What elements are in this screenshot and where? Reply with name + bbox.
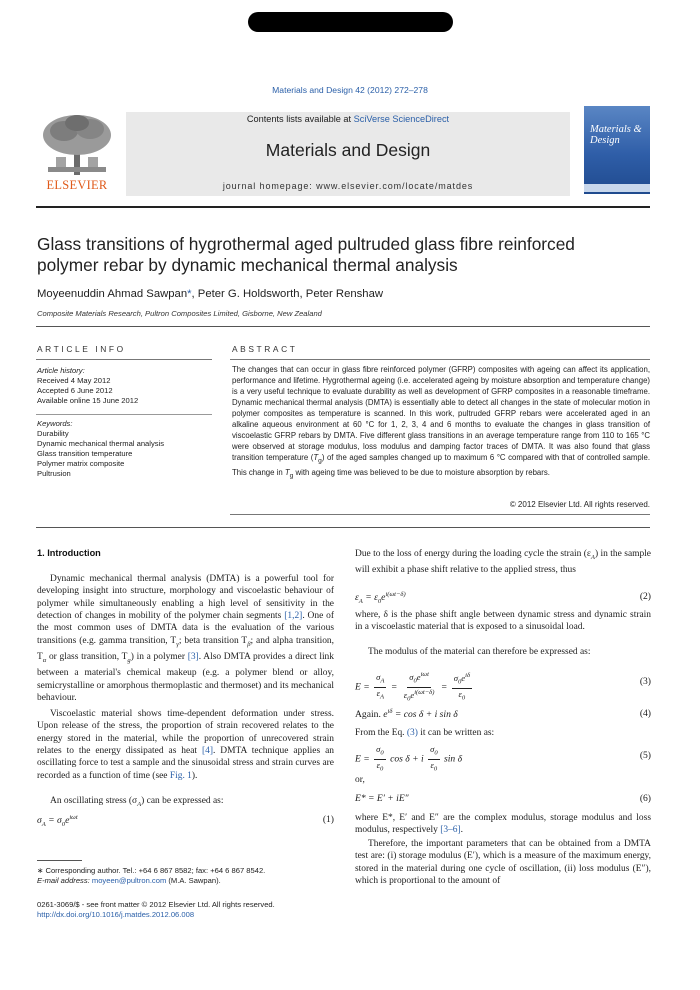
text-span: ; and alpha transition, T	[37, 635, 334, 662]
citation-link[interactable]: [4]	[201, 746, 213, 757]
equation-number: (4)	[639, 708, 651, 719]
sciencedirect-link[interactable]: SciVerse ScienceDirect	[353, 114, 450, 124]
text-span: . DMTA technique applies an oscillating force to test a sample and the sinusoidal stress and strain curves are recorded as a function of time (see	[37, 746, 334, 781]
equation-5	[355, 742, 651, 774]
figure-link[interactable]: Fig. 1	[169, 770, 192, 781]
subscript: A	[137, 800, 142, 808]
email-label: E-mail address:	[37, 876, 92, 885]
author-name: Moyeenuddin Ahmad Sawpan	[37, 288, 188, 300]
text-span: where E*, E′ and E″ are the complex modulus, storage modulus and loss modulus, respectively	[355, 813, 651, 836]
tg-symbol: T	[284, 467, 290, 477]
online-date: Available online 15 June 2012	[37, 396, 139, 405]
keywords-block	[37, 419, 217, 479]
text-span: or glass transition, T	[46, 651, 128, 662]
keyword: Glass transition temperature	[37, 449, 133, 458]
abstract-part: with ageing time was believed to be due to moisture absorption by rebars.	[293, 467, 550, 477]
text-span: Due to the loss of energy during the loading cycle the strain (ε	[355, 549, 591, 559]
front-matter	[37, 900, 337, 920]
keyword: Durability	[37, 429, 69, 438]
equation-number: (1)	[322, 814, 334, 825]
text-span: Dynamic mechanical thermal analysis (DMTA) is a powerful tool for developing insight into structure, morphology and viscoelastic behaviour of polymer while simultaneously enabling a high level of sensitivity in the detection of changes in mobility of the polymer chain segments	[37, 574, 334, 622]
right-paragraph-1	[355, 548, 651, 577]
intro-paragraph-1	[37, 573, 334, 704]
article-info-heading: ARTICLE INFO	[37, 344, 126, 354]
history-label: Article history:	[37, 366, 85, 375]
fraction: $\frac{\sigma_0e^{i\delta}}{\varepsilon_0}$	[453, 671, 471, 702]
equation-body: $\varepsilon_A = \varepsilon_0e^{i(\omega t-\delta)}$	[355, 591, 406, 606]
equation-number: (5)	[639, 750, 651, 761]
section-heading: 1. Introduction	[37, 548, 101, 558]
equation-link[interactable]: (3)	[406, 728, 418, 738]
keywords-rule	[36, 414, 212, 415]
keyword: Polymer matrix composite	[37, 459, 125, 468]
journal-homepage[interactable]: journal homepage: www.elsevier.com/locate/matdes	[222, 181, 474, 191]
citation-link[interactable]: [3]	[187, 651, 199, 662]
abstract-end-rule	[230, 514, 650, 515]
article-title: Glass transitions of hygrothermal aged pultruded glass fibre reinforced polymer rebar by dynamic mechanical thermal analysis	[37, 234, 575, 275]
contents-line	[126, 114, 570, 124]
equation-body: Again. $e^{i\delta} = \cos \delta + i$ sin δ	[355, 708, 458, 721]
cover-title: Materials & Design	[590, 124, 642, 146]
intro-paragraph-2	[37, 708, 334, 782]
equation-number: (2)	[639, 591, 651, 602]
gamma-subscript: γ	[176, 640, 179, 648]
fraction: $\frac{\sigma_0}{\varepsilon_0}$	[376, 744, 384, 773]
equation-3	[355, 666, 651, 702]
footnote	[37, 866, 337, 886]
right-paragraph-5: or,	[355, 775, 365, 785]
text-span: . One of the most common uses of DMTA data is the evaluation of the various transitions (e.g. gamma transition, T	[37, 611, 335, 646]
alpha-subscript: α	[42, 656, 47, 664]
co-authors: , Peter G. Holdsworth, Peter Renshaw	[191, 288, 384, 300]
right-paragraph-2: where, δ is the phase shift angle between dynamic stress and dynamic strain in a viscoelastic material that is exposed to a sinusoidal load.	[355, 610, 651, 633]
text-span: Again.	[355, 709, 384, 721]
received-date: Received 4 May 2012	[37, 376, 111, 385]
fraction: $\frac{\sigma_0e^{i\omega t}}{\varepsilon_0e^{i(\omega t-\delta)}}$	[403, 671, 435, 703]
corresponding-author-note: ∗ Corresponding author. Tel.: +64 6 867 8582; fax: +64 6 867 8542.	[37, 866, 266, 875]
journal-cover-image	[584, 106, 650, 194]
keyword: Dynamic mechanical thermal analysis	[37, 439, 165, 448]
right-paragraph-7: Therefore, the important parameters that can be obtained from a DMTA test are: (i) storage modulus (E′), which is a measure of the maximum energy, stored in the material during one cycle of oscillation, (ii) loss modulus (E″), which is proportional to the amount of	[355, 839, 651, 887]
abstract-part: The changes that can occur in glass fibre reinforced polymer (GFRP) composites with ageing can affect its application, performance and lifetime. Hygrothermal ageing (i.e. accelerated ageing by moisture absorption and temperature change) is a very useful technique to evaluate durability as well as development of GFRP composites in a reasonable timeframe. Dynamic mechanical thermal analysis (DMTA) is essentially able to detect all changes in the state of molecular motion in polymer composites as temperature is scanned. In this work, pultruded GFRP rebars were accelerated aged in an alkaline aqueous environment at 60 °C for 1, 2, 3, 4 and 6 months to evaluate the changes in glass transition of viscoelastic GFRP rebars by DMTA. Five different glass transitions in an average temperature range from 110 to 165 °C were observed at storage modulus, loss modulus and damping factor traces of DMTA. It was also found that glass transition temperature (	[232, 365, 650, 463]
text-span: An oscillating stress (σ	[50, 796, 138, 806]
fraction: $\frac{\sigma_0}{\varepsilon_0}$	[430, 744, 438, 773]
email-owner: (M.A. Sawpan).	[166, 876, 221, 885]
abstract-part: ) of the aged samples changed up to maximum 6 °C compared with that of controlled sample. This change in	[232, 453, 650, 477]
right-paragraph-6	[355, 812, 651, 837]
text-span: From the Eq.	[355, 728, 407, 738]
keywords-label: Keywords:	[37, 419, 73, 428]
keyword: Pultrusion	[37, 469, 71, 478]
abstract-heading: ABSTRACT	[232, 344, 298, 354]
text-span: ) in a polymer	[130, 651, 188, 662]
article-info-rule	[36, 359, 212, 360]
abstract-text	[232, 364, 650, 482]
tg-subscript: g	[318, 457, 322, 465]
subscript: A	[590, 553, 595, 561]
beta-subscript: β	[247, 640, 251, 648]
corresponding-author-link[interactable]: *	[187, 288, 192, 300]
cover-band	[584, 184, 650, 192]
abstract-rule	[230, 359, 650, 360]
tg-subscript: g	[289, 472, 294, 480]
tg-symbol: T	[313, 453, 319, 463]
text-span: ; beta transition T	[178, 635, 248, 646]
email-link[interactable]: moyeen@pultron.com	[91, 876, 167, 885]
equation-body: $\sigma_A = \sigma_0e^{i\omega t}$	[37, 814, 78, 829]
title-rule	[36, 326, 650, 327]
journal-citation[interactable]: Materials and Design 42 (2012) 272–278	[272, 85, 428, 95]
redaction-bar	[248, 12, 453, 32]
section-rule	[36, 527, 650, 528]
abstract-copyright: © 2012 Elsevier Ltd. All rights reserved.	[509, 500, 650, 509]
equation-body: E = $\frac{\sigma_0}{\varepsilon_0}$ cos δ + i $\frac{\sigma_0}{\varepsilon_0}$ sin δ	[355, 744, 463, 773]
fraction: $\frac{\sigma_A}{\varepsilon_A}$	[376, 671, 385, 701]
text-span: ).	[191, 770, 198, 781]
g-subscript: g	[127, 656, 131, 664]
equation-body: E = $\frac{\sigma_A}{\varepsilon_A}$ = $\frac{\sigma_0e^{i\omega t}}{\varepsilon_0e^{i(\omega t-\delta)}}$ = $\frac{\sigma_0e^{i\delta}}{\varepsilon_0}$	[355, 671, 471, 703]
citation-link[interactable]: [3–6]	[440, 825, 461, 836]
accepted-date: Accepted 6 June 2012	[37, 386, 113, 395]
elsevier-wordmark: ELSEVIER	[46, 178, 108, 192]
journal-title: Materials and Design	[265, 140, 431, 160]
affiliation: Composite Materials Research, Pultron Composites Limited, Gisborne, New Zealand	[37, 309, 322, 318]
equation-body: E* = E′ + iE″	[355, 793, 409, 804]
intro-paragraph-3	[37, 795, 334, 811]
text-span: ) in the sample will exhibit a phase shift relative to the applied stress, thus	[355, 549, 651, 576]
doi-link[interactable]: http://dx.doi.org/10.1016/j.matdes.2012.06.008	[37, 910, 195, 919]
right-paragraph-4	[355, 727, 651, 739]
footnote-rule	[37, 860, 82, 861]
text-span: .	[460, 825, 463, 836]
equation-number: (3)	[639, 676, 651, 687]
header-rule	[36, 206, 650, 208]
text-span: . Also DMTA provides a direct link between a material's chemical makeup (e.g. a polymer blend or alloy, semicrystalline or amorphous thermoplastic and thermoset) and its mechanical behaviour.	[37, 651, 334, 703]
text-span: it can be written as:	[417, 728, 495, 738]
text-span: Viscoelastic material shows time-dependent deformation under stress. Upon release of the stress, the proportion of strain recovered relates to the energy stored in the material, while the proportion of unrecovered strain relates to the energy dissipated as heat	[37, 709, 334, 757]
author-list	[37, 288, 637, 300]
issn-line: 0261-3069/$ - see front matter © 2012 Elsevier Ltd. All rights reserved.	[37, 900, 275, 909]
equation-number: (6)	[639, 793, 651, 804]
right-paragraph-3: The modulus of the material can therefore be expressed as:	[368, 647, 591, 657]
text-span: ) can be expressed as:	[141, 796, 224, 806]
citation-link[interactable]: [1,2]	[284, 611, 303, 622]
article-history	[37, 366, 217, 406]
contents-prefix: Contents lists available at	[246, 114, 354, 124]
